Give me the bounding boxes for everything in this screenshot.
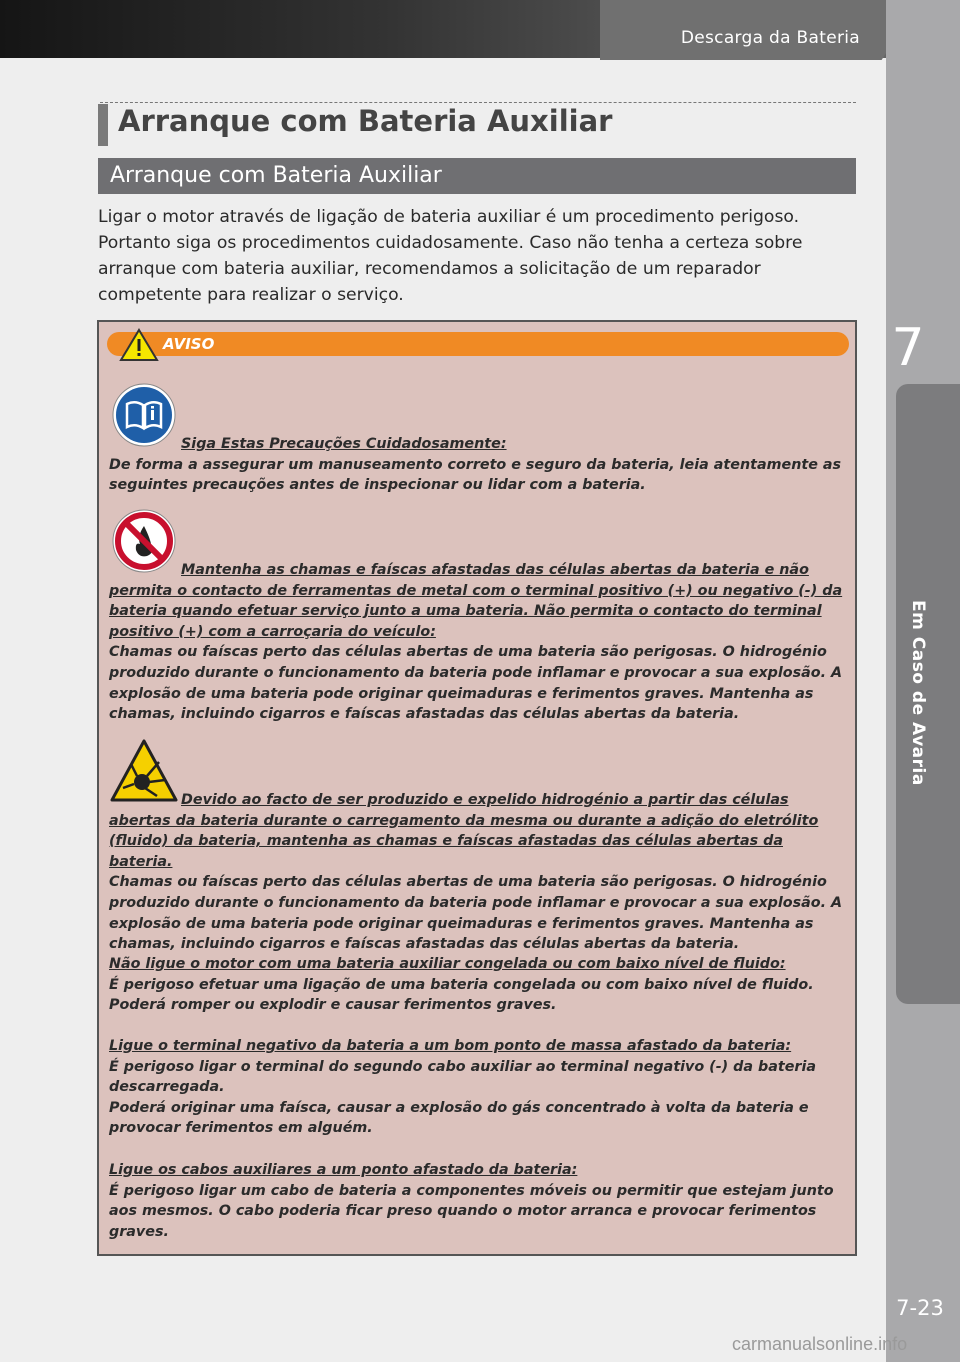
warning-item-3 — [109, 790, 843, 955]
warning-item-1-body: De forma a assegurar um manuseamento correto e seguro da bateria, leia atentamente as seguintes precauções antes de inspecionar ou lidar com a bateria. — [109, 456, 842, 494]
warning-label: AVISO — [163, 335, 215, 353]
warning-item-2-body: Chamas ou faíscas perto das células abertas de uma bateria são perigosas. O hidrogénio produzido durante o funcionamento da bateria pode inflamar e provocar a sua explosão. A explosão de uma bateria pode originar queimaduras e ferimentos graves. Mantenha as chamas, incluindo cigarros e faíscas afastadas das células abertas da bateria. — [109, 644, 843, 723]
warning-item-5-body: É perigoso ligar o terminal do segundo cabo auxiliar ao terminal negativo (-) da bateria descarregada. — [109, 1058, 817, 1096]
warning-item-1 — [109, 434, 843, 496]
warning-item-6-body: É perigoso ligar um cabo de bateria a componentes móveis ou permitir que estejam junto aos mesmos. O cabo poderia ficar preso quando o motor arranca e provocar ferimentos graves. — [109, 1182, 834, 1240]
page-title: Arranque com Bateria Auxiliar — [118, 104, 613, 138]
page-number: 7-23 — [896, 1296, 944, 1320]
intro-paragraph: Ligar o motor através de ligação de bateria auxiliar é um procedimento perigoso. Portanto siga os procedimentos cuidadosamente. Caso não tenha a certeza sobre arranque com bateria auxiliar, recomendamos a solicitação de um reparador competente para realizar o serviço. — [98, 207, 803, 305]
warning-item-4 — [109, 954, 843, 1016]
warning-item-1-heading: Siga Estas Precauções Cuidadosamente: — [181, 436, 507, 452]
warning-item-4-heading: Não ligue o motor com uma bateria auxiliar congelada ou com baixo nível de fluido: — [109, 956, 786, 972]
title-accent-bar — [98, 104, 108, 146]
chapter-number: 7 — [891, 318, 925, 378]
section-title: Descarga da Bateria — [680, 28, 860, 48]
warning-header — [107, 332, 849, 356]
warning-item-3-body: Chamas ou faíscas perto das células abertas de uma bateria são perigosas. O hidrogénio produzido durante o funcionamento da bateria pode inflamar e provocar a sua explosão. A explosão de uma bateria pode originar queimaduras e ferimentos graves. Mantenha as chamas, incluindo cigarros e faíscas afastadas das células abertas da bateria. — [109, 874, 843, 953]
warning-triangle-icon — [119, 328, 159, 362]
chapter-tab[interactable] — [896, 384, 960, 1004]
warning-box — [97, 320, 857, 1256]
warning-item-5-body2: Poderá originar uma faísca, causar a explosão do gás concentrado à volta da bateria e provocar ferimentos em alguém. — [109, 1099, 809, 1137]
chapter-label: Em Caso de Avaria — [908, 600, 928, 786]
warning-item-6 — [109, 1160, 843, 1242]
warning-item-2 — [109, 560, 843, 725]
warning-item-5 — [109, 1036, 843, 1139]
warning-item-6-heading: Ligue os cabos auxiliares a um ponto afastado da bateria: — [109, 1162, 578, 1178]
warning-item-5-heading: Ligue o terminal negativo da bateria a um bom ponto de massa afastado da bateria: — [109, 1038, 792, 1054]
warning-item-3-heading: Devido ao facto de ser produzido e expelido hidrogénio a partir das células abertas da bateria durante o carregamento da mesma ou durante a adição do eletrólito (fluido) da bateria, mantenha as chamas e faíscas afastadas das células abertas da bateria. — [109, 792, 819, 870]
watermark: carmanualsonline.info — [732, 1334, 908, 1354]
section-subheading: Arranque com Bateria Auxiliar — [98, 158, 856, 194]
title-divider — [100, 102, 856, 103]
warning-item-2-heading: Mantenha as chamas e faíscas afastadas das células abertas da bateria e não permita o contacto de ferramentas de metal com o terminal positivo (+) ou negativo (-) da bateria quando efetuar serviço junto a uma bateria. Não permita o contacto do terminal positivo (+) com a carroçaria do veículo: — [109, 562, 843, 640]
warning-item-4-body: É perigoso efetuar uma ligação de uma bateria congelada ou com baixo nível de fluido. Poderá romper ou explodir e causar ferimentos graves. — [109, 976, 814, 1014]
